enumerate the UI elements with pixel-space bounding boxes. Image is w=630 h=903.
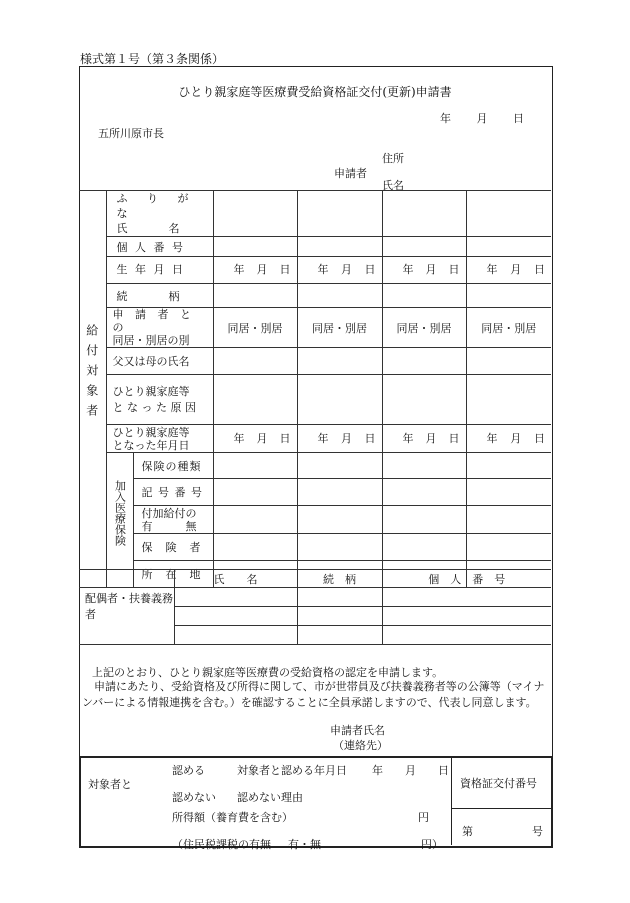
- parent-name-label: 父又は母の氏名: [106, 348, 213, 375]
- name-label: 氏 名: [116, 222, 182, 235]
- cert-dai: 第: [462, 825, 473, 838]
- form-number: 様式第１号（第３条関係）: [80, 52, 225, 66]
- cohabit-cell-1[interactable]: 同居・別居: [213, 308, 297, 348]
- birth-day: 日: [279, 263, 291, 276]
- location-label: 所 在 地: [133, 561, 213, 588]
- number-cell-2[interactable]: [297, 237, 382, 257]
- spouse-name-header: 氏 名: [174, 570, 297, 588]
- year-label: 年: [440, 112, 451, 125]
- relation-cell-2[interactable]: [297, 284, 382, 308]
- number-cell-3[interactable]: [382, 237, 466, 257]
- approve-label[interactable]: 認める: [172, 764, 205, 777]
- deny-reason-label: 認めない理由: [237, 791, 303, 804]
- tax-option[interactable]: 有・無: [288, 838, 321, 851]
- income-label: 所得額（養育費を含む）: [172, 811, 293, 824]
- birth-month: 月: [341, 263, 352, 276]
- tax-yen: 円）: [421, 838, 443, 851]
- spouse-label: 配偶者・扶養義務者: [79, 570, 174, 645]
- birth-day: 日: [534, 263, 545, 276]
- birth-day: 日: [364, 263, 376, 276]
- insurer-cell-4[interactable]: [466, 534, 551, 561]
- cohabit-label: [106, 308, 213, 348]
- cert-number-header: 資格証交付番号: [460, 777, 537, 790]
- since-day: 日: [364, 431, 376, 445]
- birth-cell-3[interactable]: [382, 257, 466, 284]
- number-label: 個 人 番 号: [106, 237, 213, 257]
- since-year: 年: [233, 431, 245, 445]
- tax-label: （住民税課税の有無: [172, 838, 271, 851]
- spouse-relation-2[interactable]: [297, 607, 382, 626]
- approve-day: 日: [438, 764, 449, 777]
- birth-year: 年: [233, 263, 245, 276]
- since-month: 月: [341, 431, 352, 445]
- cohabit-label-2: 同居・別居の別: [112, 334, 190, 347]
- applicant-label: 申請者: [334, 167, 367, 180]
- since-year: 年: [486, 431, 498, 445]
- since-cell-1[interactable]: [213, 425, 297, 453]
- since-cell-4[interactable]: [466, 425, 551, 453]
- ins-num-cell-1[interactable]: [213, 479, 297, 506]
- spouse-relation-header: 続 柄: [297, 570, 382, 588]
- since-month: 月: [425, 431, 437, 445]
- reason-label: [106, 375, 213, 425]
- reason-cell-3[interactable]: [382, 375, 466, 425]
- insurer-cell-3[interactable]: [382, 534, 466, 561]
- birth-year: 年: [486, 263, 498, 276]
- birth-cell-1[interactable]: [213, 257, 297, 284]
- reason-label-1: ひとり親家庭等: [112, 384, 190, 398]
- target-label: 対象者と: [88, 778, 132, 791]
- addon-cell-2[interactable]: [297, 506, 382, 534]
- month-label: 月: [476, 112, 488, 125]
- approve-date-label: 対象者と認める年月日: [237, 764, 347, 777]
- income-yen: 円: [418, 811, 429, 824]
- birth-year: 年: [317, 263, 329, 276]
- applicant-name-label: 氏名: [382, 179, 404, 192]
- since-cell-2[interactable]: [297, 425, 382, 453]
- cohabit-label-1: 申 請 者 と の: [112, 308, 195, 334]
- since-year: 年: [402, 431, 414, 445]
- beneficiary-group-cell: [79, 191, 106, 588]
- reason-label-2: と な っ た 原 因: [112, 400, 196, 414]
- addon-cell-4[interactable]: [466, 506, 551, 534]
- furigana-cell-1[interactable]: [213, 191, 297, 237]
- addon-cell-3[interactable]: [382, 506, 466, 534]
- declaration-line2: 申請にあたり、受給資格及び所得に関して、市が世帯員及び扶養義務者等の公簿等（マイナンバーによる情報連携を含む。）を確認することに全員承諾しますので、代表し同意します。: [82, 680, 545, 709]
- birth-year: 年: [402, 263, 414, 276]
- cohabit-cell-3[interactable]: 同居・別居: [382, 308, 466, 348]
- birth-month: 月: [425, 263, 437, 276]
- cert-divider: [452, 808, 551, 809]
- applicant-address-label: 住所: [382, 152, 404, 165]
- spouse-name-1[interactable]: [174, 588, 297, 607]
- insurance-group-cell: [106, 453, 133, 588]
- reason-cell-1[interactable]: [213, 375, 297, 425]
- spouse-relation-3[interactable]: [297, 626, 382, 645]
- reason-cell-2[interactable]: [297, 375, 382, 425]
- spouse-number-1[interactable]: [382, 588, 551, 607]
- birth-month: 月: [510, 263, 522, 276]
- addon-label-2: 有 無: [141, 519, 197, 533]
- since-day: 日: [448, 431, 460, 445]
- approve-year: 年: [372, 764, 383, 777]
- since-day: 日: [279, 431, 291, 445]
- furigana-label: ふ り が な: [116, 192, 197, 220]
- addressee: 五所川原市長: [98, 127, 164, 140]
- spouse-number-2[interactable]: [382, 607, 551, 626]
- insurance-kind-label: 保険の種類: [133, 453, 213, 479]
- kind-cell-3[interactable]: [382, 453, 466, 479]
- row-furigana-label: [106, 191, 213, 237]
- spouse-name-3[interactable]: [174, 626, 297, 645]
- insurance-number-label: 記 号 番 号: [133, 479, 213, 506]
- declaration-line1: 上記のとおり、ひとり親家庭等医療費の受給資格の認定を申請します。: [92, 666, 444, 679]
- cert-go: 号: [532, 825, 543, 838]
- since-month: 月: [256, 431, 268, 445]
- number-cell-4[interactable]: [466, 237, 551, 257]
- birth-label: 生 年 月 日: [106, 257, 213, 284]
- furigana-cell-2[interactable]: [297, 191, 382, 237]
- insurer-label: 保 険 者: [133, 534, 213, 561]
- since-day: 日: [534, 431, 545, 445]
- birth-month: 月: [256, 263, 268, 276]
- since-cell-3[interactable]: [382, 425, 466, 453]
- since-label-1: ひとり親家庭等: [112, 425, 190, 439]
- spouse-relation-1[interactable]: [297, 588, 382, 607]
- parent-cell-4[interactable]: [466, 348, 551, 375]
- cohabit-cell-2[interactable]: 同居・別居: [297, 308, 382, 348]
- furigana-cell-4[interactable]: [466, 191, 551, 237]
- office-divider: [451, 758, 453, 845]
- cohabit-cell-4[interactable]: 同居・別居: [466, 308, 551, 348]
- insurance-group-label: 加入医療保険: [113, 480, 127, 546]
- since-label-2: となった年月日: [112, 438, 190, 452]
- relation-cell-4[interactable]: [466, 284, 551, 308]
- furigana-cell-3[interactable]: [382, 191, 466, 237]
- signature-contact-label: （連絡先）: [333, 739, 388, 752]
- kind-cell-1[interactable]: [213, 453, 297, 479]
- number-cell-1[interactable]: [213, 237, 297, 257]
- since-month: 月: [510, 431, 522, 445]
- since-label: [106, 425, 213, 453]
- signature-name-label: 申請者氏名: [330, 724, 385, 737]
- birth-day: 日: [448, 263, 460, 276]
- relation-cell-3[interactable]: [382, 284, 466, 308]
- beneficiary-group-label: 給付対象者: [84, 324, 99, 424]
- beneficiary-table: [79, 190, 551, 588]
- spouse-table: [79, 569, 551, 645]
- date-line: [440, 110, 530, 126]
- addon-cell-1[interactable]: [213, 506, 297, 534]
- reason-cell-4[interactable]: [466, 375, 551, 425]
- parent-cell-3[interactable]: [382, 348, 466, 375]
- relation-cell-1[interactable]: [213, 284, 297, 308]
- ins-num-cell-4[interactable]: [466, 479, 551, 506]
- kind-cell-2[interactable]: [297, 453, 382, 479]
- birth-cell-4[interactable]: [466, 257, 551, 284]
- insurer-cell-1[interactable]: [213, 534, 297, 561]
- form-title: ひとり親家庭等医療費受給資格証交付(更新)申請書: [178, 85, 452, 99]
- kind-cell-4[interactable]: [466, 453, 551, 479]
- spouse-name-2[interactable]: [174, 607, 297, 626]
- relation-label: 続 柄: [106, 284, 213, 308]
- birth-cell-2[interactable]: [297, 257, 382, 284]
- ins-num-cell-2[interactable]: [297, 479, 382, 506]
- deny-label[interactable]: 認めない: [172, 791, 216, 804]
- parent-cell-1[interactable]: [213, 348, 297, 375]
- ins-num-cell-3[interactable]: [382, 479, 466, 506]
- addon-label-1: 付加給付の: [141, 506, 197, 520]
- insurer-cell-2[interactable]: [297, 534, 382, 561]
- spouse-number-3[interactable]: [382, 626, 551, 645]
- day-label: 日: [513, 112, 524, 125]
- parent-cell-2[interactable]: [297, 348, 382, 375]
- spouse-number-header: 個 人 番 号: [382, 570, 551, 588]
- approve-month: 月: [405, 764, 416, 777]
- since-year: 年: [317, 431, 329, 445]
- addon-label: [133, 506, 213, 534]
